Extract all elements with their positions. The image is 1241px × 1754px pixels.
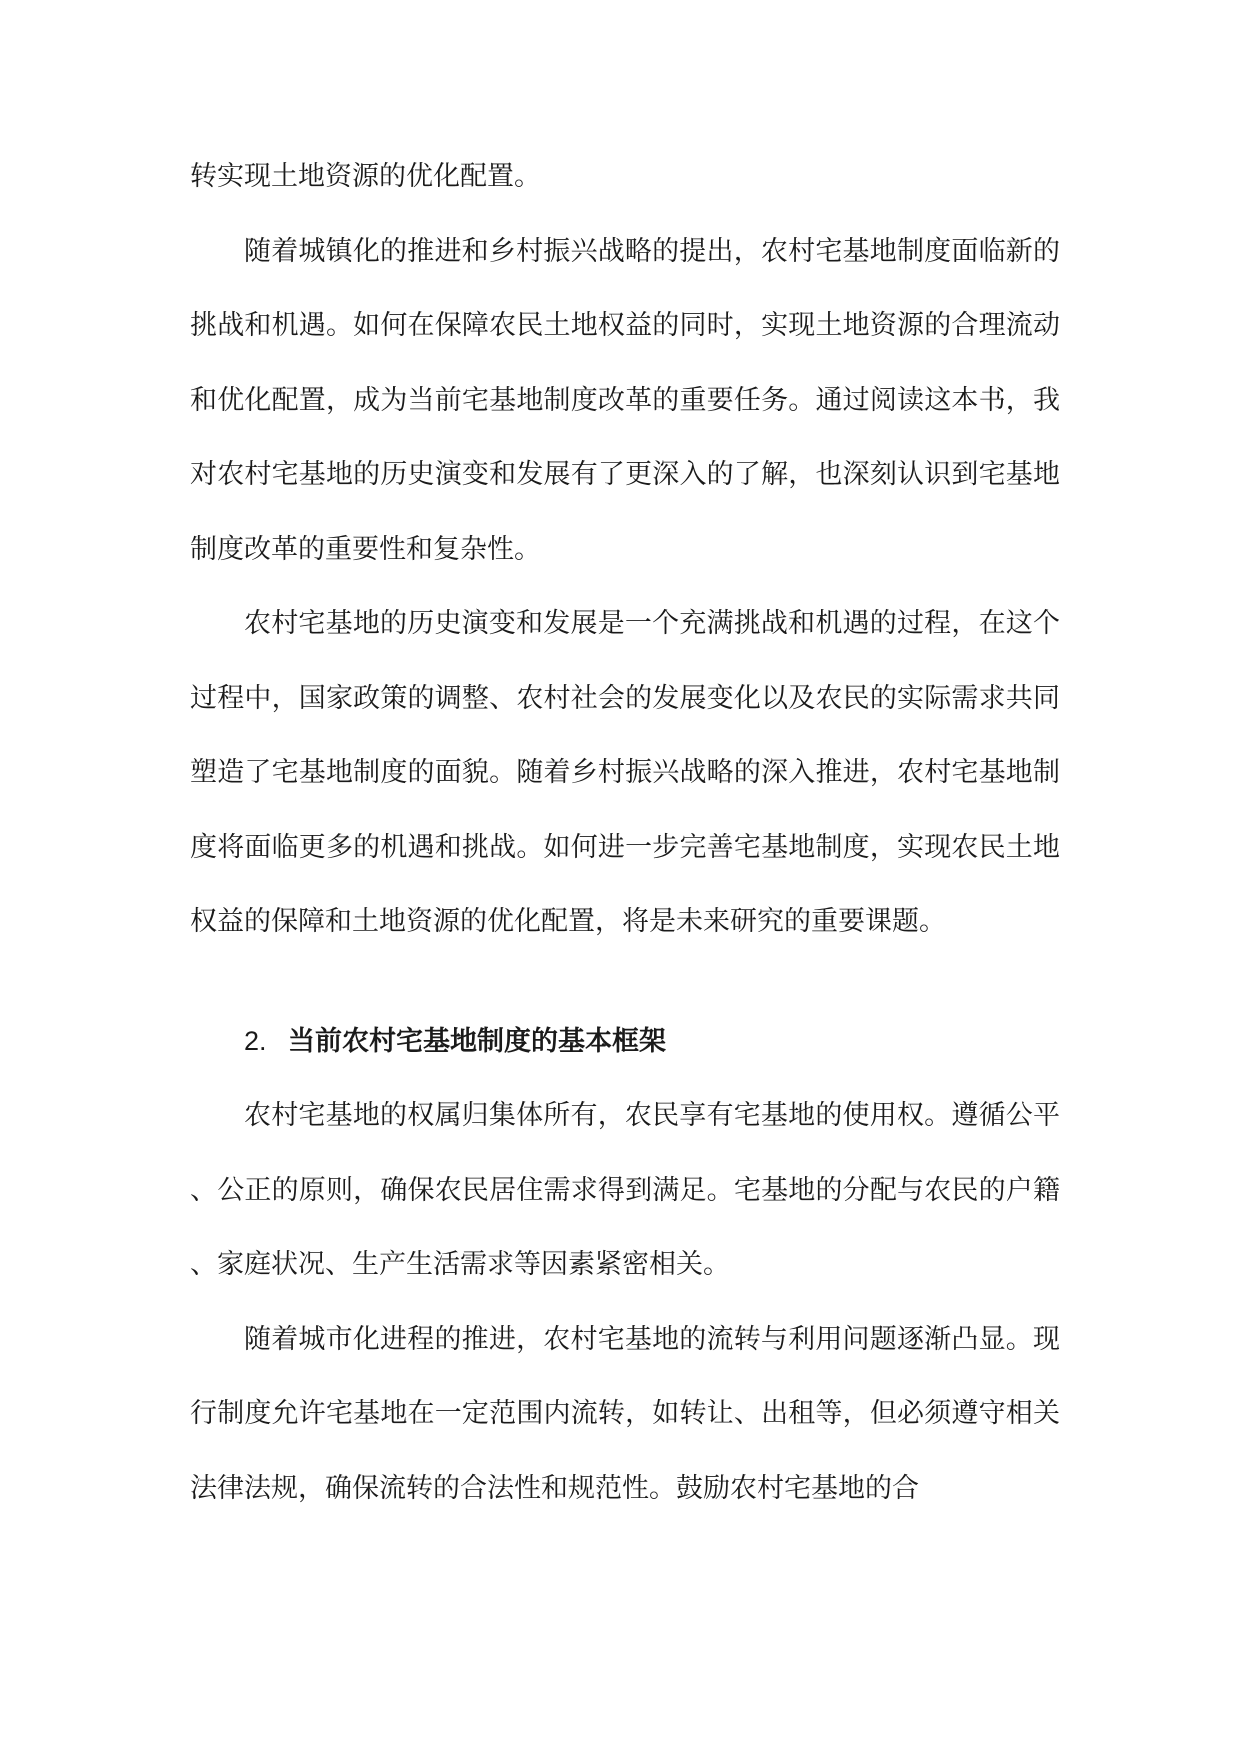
- paragraph-urbanization: 随着城镇化的推进和乡村振兴战略的提出，农村宅基地制度面临新的挑战和机遇。如何在保障农民土地权益的同时，实现土地资源的合理流动和优化配置，成为当前宅基地制度改革的重要任务。通过阅读这本书，我对农村宅基地的历史演变和发展有了更深入的了解，也深刻认识到宅基地制度改革的重要性和复杂性。: [190, 235, 1060, 565]
- paragraph-ownership: 农村宅基地的权属归集体所有，农民享有宅基地的使用权。遵循公平、公正的原则，确保农民居住需求得到满足。宅基地的分配与农民的户籍、家庭状况、生产生活需求等因素紧密相关。: [190, 1100, 1060, 1280]
- section-heading: [190, 1004, 1060, 1080]
- heading-spacer: [190, 960, 1060, 1004]
- paragraph-history-summary: 农村宅基地的历史演变和发展是一个充满挑战和机遇的过程，在这个过程中，国家政策的调整、农村社会的发展变化以及农民的实际需求共同塑造了宅基地制度的面貌。随着乡村振兴战略的深入推进，农村宅基地制度将面临更多的机遇和挑战。如何进一步完善宅基地制度，实现农民土地权益的保障和土地资源的优化配置，将是未来研究的重要课题。: [190, 608, 1060, 937]
- paragraph-circulation: 随着城市化进程的推进，农村宅基地的流转与利用问题逐渐凸显。现行制度允许宅基地在一定范围内流转，如转让、出租等，但必须遵守相关法律法规，确保流转的合法性和规范性。鼓励农村宅基地的合: [190, 1323, 1060, 1504]
- paragraph-continuation: 转实现土地资源的优化配置。: [190, 161, 541, 192]
- section-number: 2.: [244, 1025, 267, 1056]
- document-body: [190, 140, 1060, 1526]
- section-title: 当前农村宅基地制度的基本框架: [288, 1025, 666, 1057]
